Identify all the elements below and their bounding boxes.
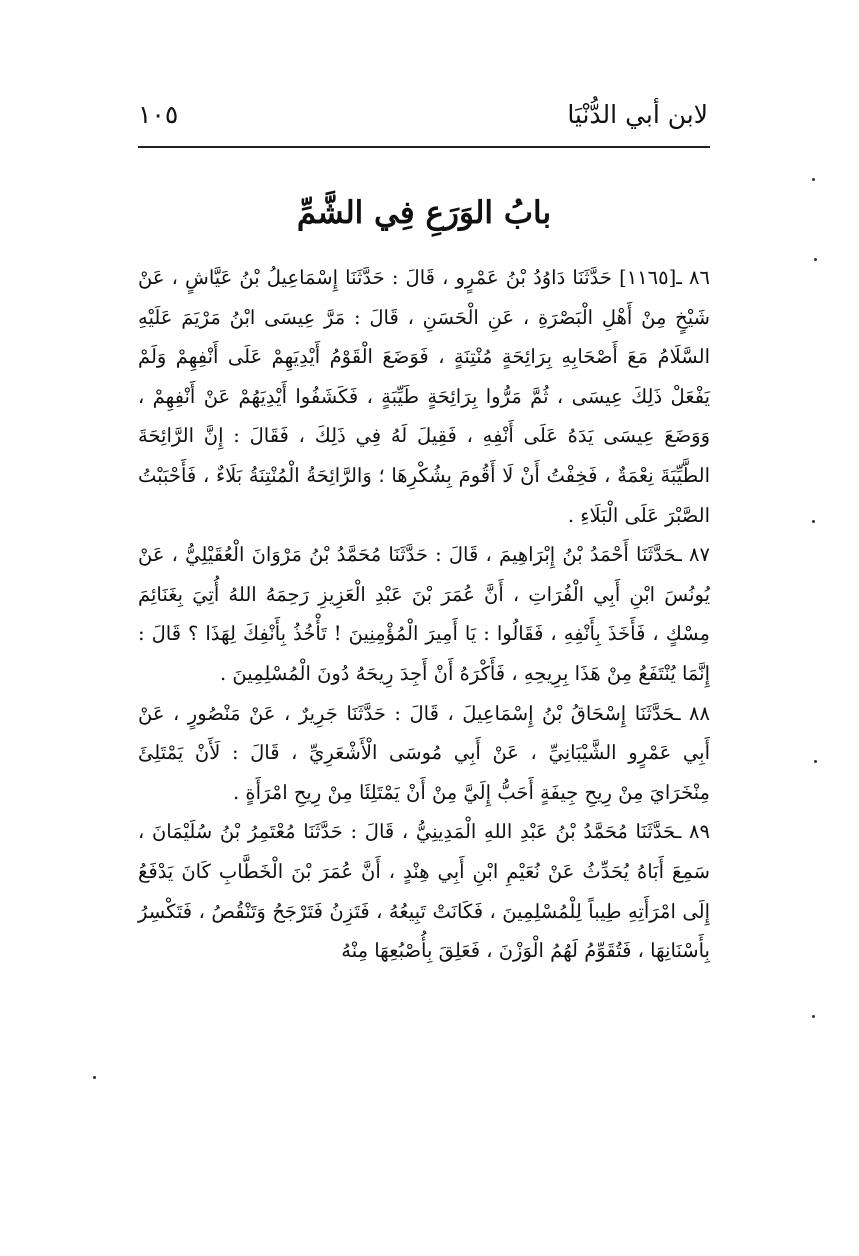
scan-speck xyxy=(814,258,817,261)
hadith-text: حَدَّثَنَا إِسْحَاقُ بْنُ إِسْمَاعِيلَ ، قَالَ : حَدَّثَنَا جَرِيرٌ ، عَنْ مَنْصُورٍ ، عَنْ أَبِي عَمْرٍو الشَّيْبَانِيِّ ، عَنْ أَبِي مُوسَى الْأَشْعَرِيِّ ، قَالَ : لَأَنْ يَمْتَلِئَ مِنْخَرَايَ مِنْ رِيحِ جِيفَةٍ أَحَبُّ إِلَيَّ مِنْ أَنْ يَمْتَلِئَا مِنْ رِيحِ امْرَأَةٍ . xyxy=(138,701,710,804)
hadith-number: ٨٦ ـ[١١٦٥] xyxy=(611,266,710,289)
body-text xyxy=(138,258,710,971)
hadith-text: حَدَّثَنَا دَاوُدُ بْنُ عَمْرٍو ، قَالَ : حَدَّثَنَا إِسْمَاعِيلُ بْنُ عَيَّاشٍ ، عَنْ شَيْخٍ مِنْ أَهْلِ الْبَصْرَةِ ، عَنِ الْحَسَنِ ، قَالَ : مَرَّ عِيسَى ابْنُ مَرْيَمَ عَلَيْهِ السَّلَامُ مَعَ أَصْحَابِهِ بِرَائِحَةٍ مُنْتِنَةٍ ، فَوَضَعَ الْقَوْمُ أَيْدِيَهِمْ عَلَى أَنْفِهِمْ وَلَمْ يَفْعَلْ ذَلِكَ عِيسَى ، ثُمَّ مَرُّوا بِرَائِحَةٍ طَيِّبَةٍ ، فَكَشَفُوا أَيْدِيَهُمْ عَنْ أَنْفِهِمْ ، وَوَضَعَ عِيسَى يَدَهُ عَلَى أَنْفِهِ ، فَقِيلَ لَهُ فِي ذَلِكَ ، فَقَالَ : إِنَّ الرَّائِحَةَ الطَّيِّبَةَ نِعْمَةٌ ، فَخِفْتُ أَنْ لَا أَقُومَ بِشُكْرِهَا ؛ وَالرَّائِحَةُ الْمُنْتِنَةُ بَلَاءٌ ، فَأَحْبَبْتُ الصَّبْرَ عَلَى الْبَلَاءِ . xyxy=(138,266,710,527)
running-title: لابن أبي الدُّنْيَا xyxy=(567,100,708,129)
scan-speck xyxy=(814,760,817,763)
hadith-paragraph xyxy=(138,694,710,813)
chapter-title: بابُ الوَرَعِ فِي الشَّمِّ xyxy=(296,195,552,231)
hadith-paragraph xyxy=(138,535,710,693)
hadith-number: ٨٧ ـ xyxy=(676,543,710,567)
page-number: ١٠٥ xyxy=(138,100,179,129)
scan-speck xyxy=(812,520,815,523)
scan-speck xyxy=(812,178,815,181)
header-rule xyxy=(138,146,710,148)
scan-speck xyxy=(93,1076,96,1079)
hadith-paragraph xyxy=(138,258,710,535)
hadith-text: حَدَّثَنَا أَحْمَدُ بْنُ إِبْرَاهِيمَ ، قَالَ : حَدَّثَنَا مُحَمَّدُ بْنُ مَرْوَانَ الْعُقَيْلِيُّ ، عَنْ يُونُسَ ابْنِ أَبِي الْفُرَاتِ ، أَنَّ عُمَرَ بْنَ عَبْدِ الْعَزِيزِ رَحِمَهُ اللهُ أُتِيَ بِغَنَائِمَ مِسْكٍ ، فَأَخَذَ بِأَنْفِهِ ، فَقَالُوا : يَا أَمِيرَ الْمُؤْمِنِينَ ! تَأْخُذُ بِأَنْفِكَ لِهَذَا ؟ قَالَ : إِنَّمَا يُنْتَفَعُ مِنْ هَذَا بِرِيحِهِ ، فَأَكْرَهُ أَنْ أَجِدَ رِيحَهُ دُونَ الْمُسْلِمِينَ . xyxy=(138,543,710,685)
hadith-paragraph xyxy=(138,812,710,970)
running-header xyxy=(138,98,708,138)
hadith-number: ٨٨ ـ xyxy=(674,701,710,725)
hadith-number: ٨٩ ـ xyxy=(675,820,710,844)
scan-speck xyxy=(812,1015,815,1018)
hadith-text: حَدَّثَنَا مُحَمَّدُ بْنُ عَبْدِ اللهِ الْمَدِينِيُّ ، قَالَ : حَدَّثَنَا مُعْتَمِرُ بْنُ سُلَيْمَانَ ، سَمِعَ أَبَاهُ يُحَدِّثُ عَنْ نُعَيْمِ ابْنِ أَبِي هِنْدٍ ، أَنَّ عُمَرَ بْنَ الْخَطَّابِ كَانَ يَدْفَعُ إِلَى امْرَأَتِهِ طِيباً لِلْمُسْلِمِينَ ، فَكَانَتْ تَبِيعُهُ ، فَتَزِنُ فَتَرْجَحُ وَتَنْقُصُ ، فَتَكْسِرُ بِأَسْنَانِهَا ، فَتُقَوِّمُ لَهُمُ الْوَزْنَ ، فَعَلِقَ بِأُصْبُعِهَا مِنْهُ xyxy=(138,820,710,963)
